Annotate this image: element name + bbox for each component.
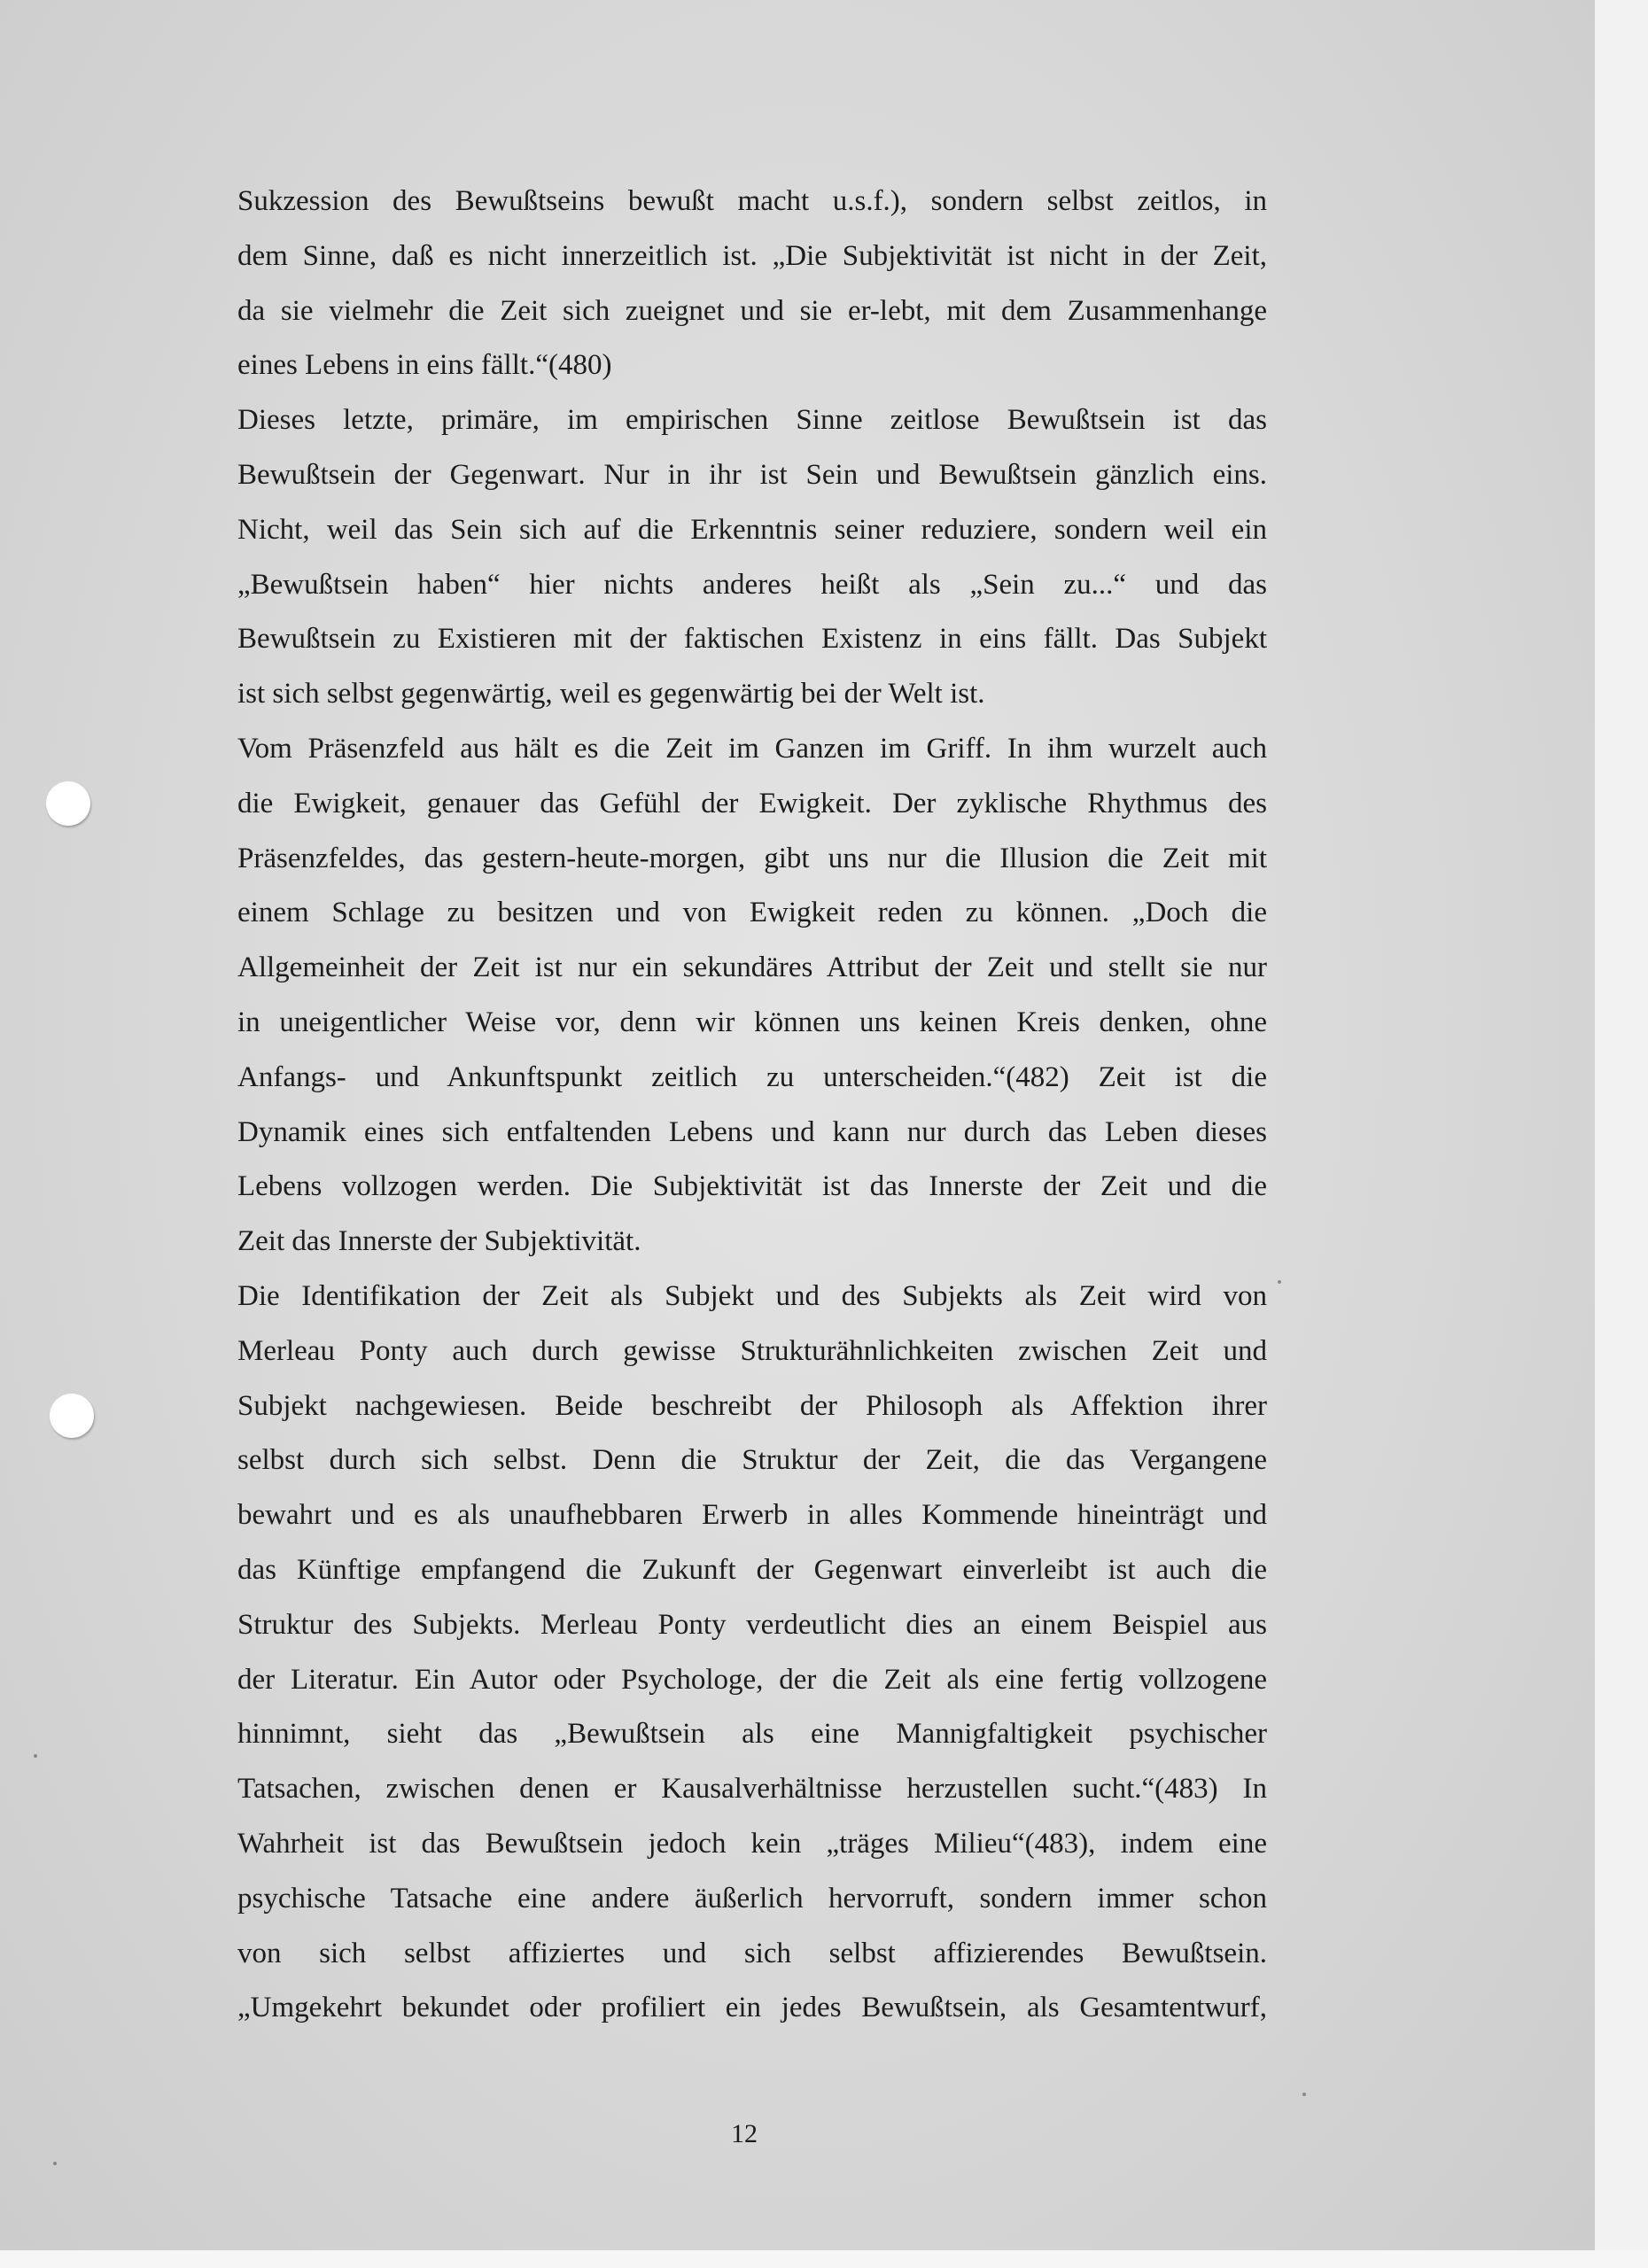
text-line: Struktur des Subjekts. Merleau Ponty verdeutlicht dies an einem Beispiel aus	[237, 1608, 1267, 1641]
text-line: von sich selbst affiziertes und sich selbst affizierendes Bewußtsein.	[237, 1937, 1267, 1969]
text-line: Bewußtsein zu Existieren mit der faktischen Existenz in eins fällt. Das Subjekt	[237, 623, 1267, 656]
page-number: 12	[731, 2119, 758, 2148]
text-line: Subjekt nachgewiesen. Beide beschreibt der Philosoph als Affektion ihrer	[237, 1389, 1267, 1422]
text-line: das Künftige empfangend die Zukunft der Gegenwart einverleibt ist auch die	[237, 1553, 1267, 1586]
scan-speck	[1278, 1280, 1281, 1284]
text-line: Die Identifikation der Zeit als Subjekt und des Subjekts als Zeit wird von	[237, 1279, 1267, 1312]
text-line: bewahrt und es als unaufhebbaren Erwerb in alles Kommende hineinträgt und	[237, 1499, 1267, 1532]
text-line: eines Lebens in eins fällt.“(480)	[237, 349, 612, 382]
text-line: hinnimnt, sieht das „Bewußtsein als eine Mannigfaltigkeit psychischer	[237, 1718, 1267, 1751]
text-line: ist sich selbst gegenwärtig, weil es gegenwärtig bei der Welt ist.	[237, 678, 985, 711]
text-line: Wahrheit ist das Bewußtsein jedoch kein „träges Milieu“(483), indem eine	[237, 1827, 1267, 1860]
scan-speck	[34, 1754, 37, 1758]
text-line: „Bewußtsein haben“ hier nichts anderes heißt als „Sein zu...“ und das	[237, 568, 1267, 601]
text-line: einem Schlage zu besitzen und von Ewigkeit reden zu können. „Doch die	[237, 897, 1267, 929]
text-line: Vom Präsenzfeld aus hält es die Zeit im Ganzen im Griff. In ihm wurzelt auch	[237, 732, 1267, 765]
text-line: Tatsachen, zwischen denen er Kausalverhältnisse herzustellen sucht.“(483) In	[237, 1773, 1267, 1806]
text-line: Anfangs- und Ankunftspunkt zeitlich zu unterscheiden.“(482) Zeit ist die	[237, 1060, 1267, 1093]
text-line: Allgemeinheit der Zeit ist nur ein sekundäres Attribut der Zeit und stellt sie nur	[237, 951, 1267, 984]
text-line: der Literatur. Ein Autor oder Psychologe, der die Zeit als eine fertig vollzogene	[237, 1663, 1267, 1696]
text-line: Zeit das Innerste der Subjektivität.	[237, 1225, 641, 1258]
text-line: Sukzession des Bewußtseins bewußt macht u.s.f.), sondern selbst zeitlos, in	[237, 185, 1267, 217]
body-text	[237, 175, 1267, 2036]
text-line: in uneigentlicher Weise vor, denn wir können uns keinen Kreis denken, ohne	[237, 1006, 1267, 1038]
text-line: „Umgekehrt bekundet oder profiliert ein jedes Bewußtsein, als Gesamtentwurf,	[237, 1992, 1267, 2024]
text-line: Bewußtsein der Gegenwart. Nur in ihr ist Sein und Bewußtsein gänzlich eins.	[237, 458, 1267, 491]
text-line: da sie vielmehr die Zeit sich zueignet und sie er-lebt, mit dem Zusammenhange	[237, 294, 1267, 327]
scan-speck	[53, 2162, 57, 2165]
text-line: Nicht, weil das Sein sich auf die Erkenntnis seiner reduziere, sondern weil ein	[237, 513, 1267, 546]
text-line: Dynamik eines sich entfaltenden Lebens und kann nur durch das Leben dieses	[237, 1115, 1267, 1148]
text-line: Lebens vollzogen werden. Die Subjektivität ist das Innerste der Zeit und die	[237, 1170, 1267, 1203]
scan-speck	[1302, 2093, 1306, 2096]
text-line: Merleau Ponty auch durch gewisse Strukturähnlichkeiten zwischen Zeit und	[237, 1334, 1267, 1367]
text-line: selbst durch sich selbst. Denn die Struktur der Zeit, die das Vergangene	[237, 1444, 1267, 1477]
text-line: Dieses letzte, primäre, im empirischen Sinne zeitlose Bewußtsein ist das	[237, 404, 1267, 437]
punch-hole-bottom	[50, 1394, 94, 1438]
punch-hole-top	[46, 781, 90, 826]
text-line: die Ewigkeit, genauer das Gefühl der Ewigkeit. Der zyklische Rhythmus des	[237, 787, 1267, 819]
text-line: psychische Tatsache eine andere äußerlich hervorruft, sondern immer schon	[237, 1882, 1267, 1915]
text-line: Präsenzfeldes, das gestern-heute-morgen, gibt uns nur die Illusion die Zeit mit	[237, 842, 1267, 874]
text-line: dem Sinne, daß es nicht innerzeitlich ist. „Die Subjektivität ist nicht in der Zeit,	[237, 239, 1267, 272]
scan-margin-right	[1595, 0, 1648, 2268]
scan-margin-bottom	[0, 2250, 1648, 2268]
